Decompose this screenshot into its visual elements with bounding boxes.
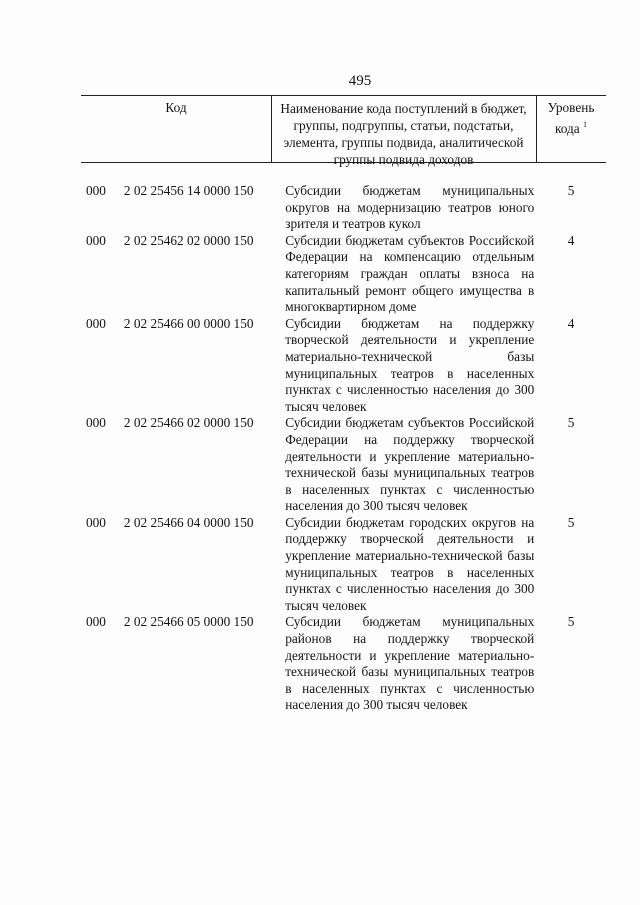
table-row: [86, 183, 606, 233]
table-body: [86, 183, 606, 714]
row-level: 5: [567, 614, 575, 630]
row-code: 2 02 25466 05 0000 150: [123, 614, 254, 630]
table-row: [86, 233, 606, 316]
table-row: [86, 415, 606, 515]
table-row: [86, 316, 606, 416]
row-prefix: 000: [86, 232, 106, 248]
row-prefix: 000: [86, 183, 106, 198]
row-name: Субсидии бюджетам муниципальных округов на модернизацию театров юного зрителя и театров кукол: [285, 183, 535, 232]
row-prefix: 000: [86, 415, 106, 431]
row-name: Субсидии бюджетам субъектов Российской Федерации на поддержку творческой деятельности и укрепление материально-технической базы муниципальных театров в населенных пунктах с численностью населения до 300 тысяч человек: [285, 415, 535, 514]
row-code: 2 02 25456 14 0000 150: [123, 183, 254, 198]
row-prefix: 000: [86, 614, 106, 630]
page-number: 495: [348, 73, 372, 89]
row-level: 5: [567, 514, 575, 530]
row-name: Субсидии бюджетам субъектов Российской Федерации на компенсацию отдельным категориям граждан оплаты взноса на капитальный ремонт общего имущества в многоквартирном доме: [285, 232, 535, 315]
header-name: Наименование кода поступлений в бюджет, группы, подгруппы, статьи, подстатьи, элемента, группы подвида, аналитической группы подвида доходов: [271, 96, 537, 162]
table-row: [86, 614, 606, 714]
header-level: [536, 96, 606, 162]
header-level-label: Уровень кода: [547, 100, 595, 136]
row-level: 4: [567, 315, 575, 331]
header-code: Код: [81, 96, 272, 162]
row-code: 2 02 25466 02 0000 150: [123, 415, 254, 431]
row-name: Субсидии бюджетам городских округов на поддержку творческой деятельности и укрепление материально-технической базы муниципальных театров в населенных пунктах с численностью населения до 300 тысяч человек: [285, 514, 535, 613]
header-level-footnote: 1: [583, 120, 588, 129]
row-level: 5: [567, 415, 575, 431]
row-name: Субсидии бюджетам муниципальных районов на поддержку творческой деятельности и укрепление материально-технической базы муниципальных театров в населенных пунктах с численностью населения до 300 тысяч человек: [285, 614, 535, 713]
table-header: [81, 95, 606, 167]
row-code: 2 02 25466 04 0000 150: [123, 514, 254, 530]
row-level: 4: [567, 232, 575, 248]
row-prefix: 000: [86, 315, 106, 331]
row-code: 2 02 25462 02 0000 150: [123, 232, 254, 248]
row-code: 2 02 25466 00 0000 150: [123, 315, 254, 331]
table-row: [86, 515, 606, 615]
row-prefix: 000: [86, 514, 106, 530]
row-name: Субсидии бюджетам на поддержку творческой деятельности и укрепление материально-технической базы муниципальных театров в населенных пунктах с численностью населения до 300 тысяч человек: [285, 315, 535, 414]
row-level: 5: [567, 183, 575, 198]
